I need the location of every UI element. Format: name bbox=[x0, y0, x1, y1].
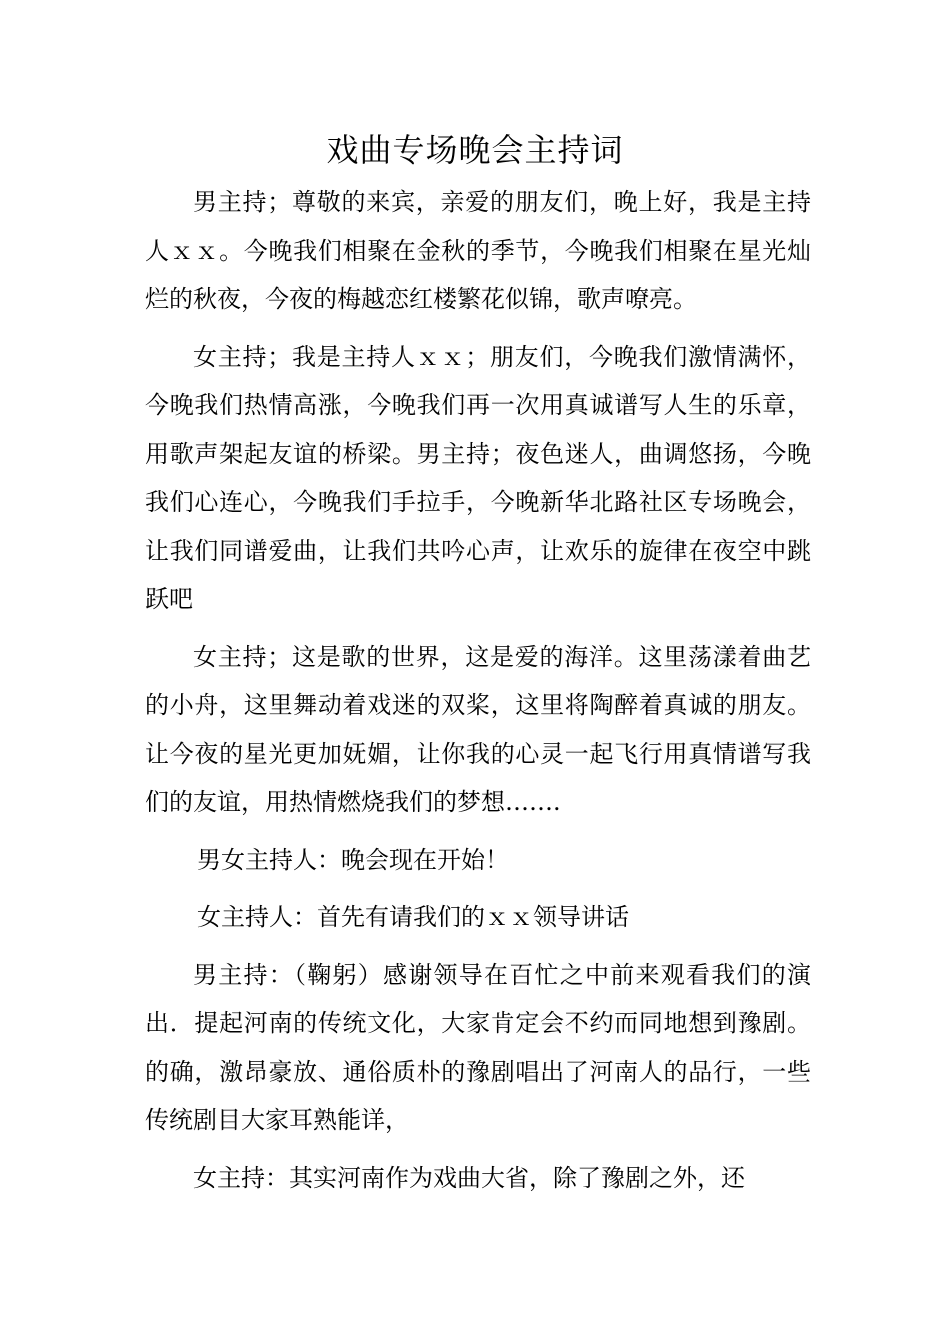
paragraph-4: 男女主持人：晚会现在开始！ bbox=[197, 845, 509, 874]
paragraph-3: 女主持；这是歌的世界，这是爱的海洋。这里荡漾着曲艺的小舟，这里舞动着戏迷的双桨，这里将陶醉着真诚的朋友。让今夜的星光更加妩媚，让你我的心灵一起飞行用真情谱写我们的友谊，用热情燃烧我们的梦想……. bbox=[145, 642, 811, 816]
paragraph-7: 女主持：其实河南作为戏曲大省，除了豫剧之外，还 bbox=[193, 1163, 745, 1192]
paragraph-1: 男主持；尊敬的来宾，亲爱的朋友们，晚上好，我是主持人ｘｘ。今晚我们相聚在金秋的季节，今晚我们相聚在星光灿烂的秋夜，今夜的梅越恋红楼繁花似锦，歌声嘹亮。 bbox=[145, 188, 811, 313]
paragraph-5: 女主持人：首先有请我们的ｘｘ领导讲话 bbox=[197, 903, 629, 931]
document-body bbox=[145, 178, 811, 1202]
paragraph-6: 男主持：（鞠躬）感谢领导在百忙之中前来观看我们的演出．提起河南的传统文化，大家肯定会不约而同地想到豫剧。的确，激昂豪放、通俗质朴的豫剧唱出了河南人的品行，一些传统剧目大家耳熟能详， bbox=[145, 960, 811, 1134]
document-title: 戏曲专场晚会主持词 bbox=[326, 131, 624, 169]
paragraph-2: 女主持；我是主持人ｘｘ；朋友们，今晚我们激情满怀，今晚我们热情高涨，今晚我们再一次用真诚谱写人生的乐章，用歌声架起友谊的桥梁。男主持；夜色迷人，曲调悠扬，今晚我们心连心，今晚我们手拉手，今晚新华北路社区专场晚会，让我们同谱爱曲，让我们共吟心声，让欢乐的旋律在夜空中跳跃吧 bbox=[145, 342, 811, 613]
